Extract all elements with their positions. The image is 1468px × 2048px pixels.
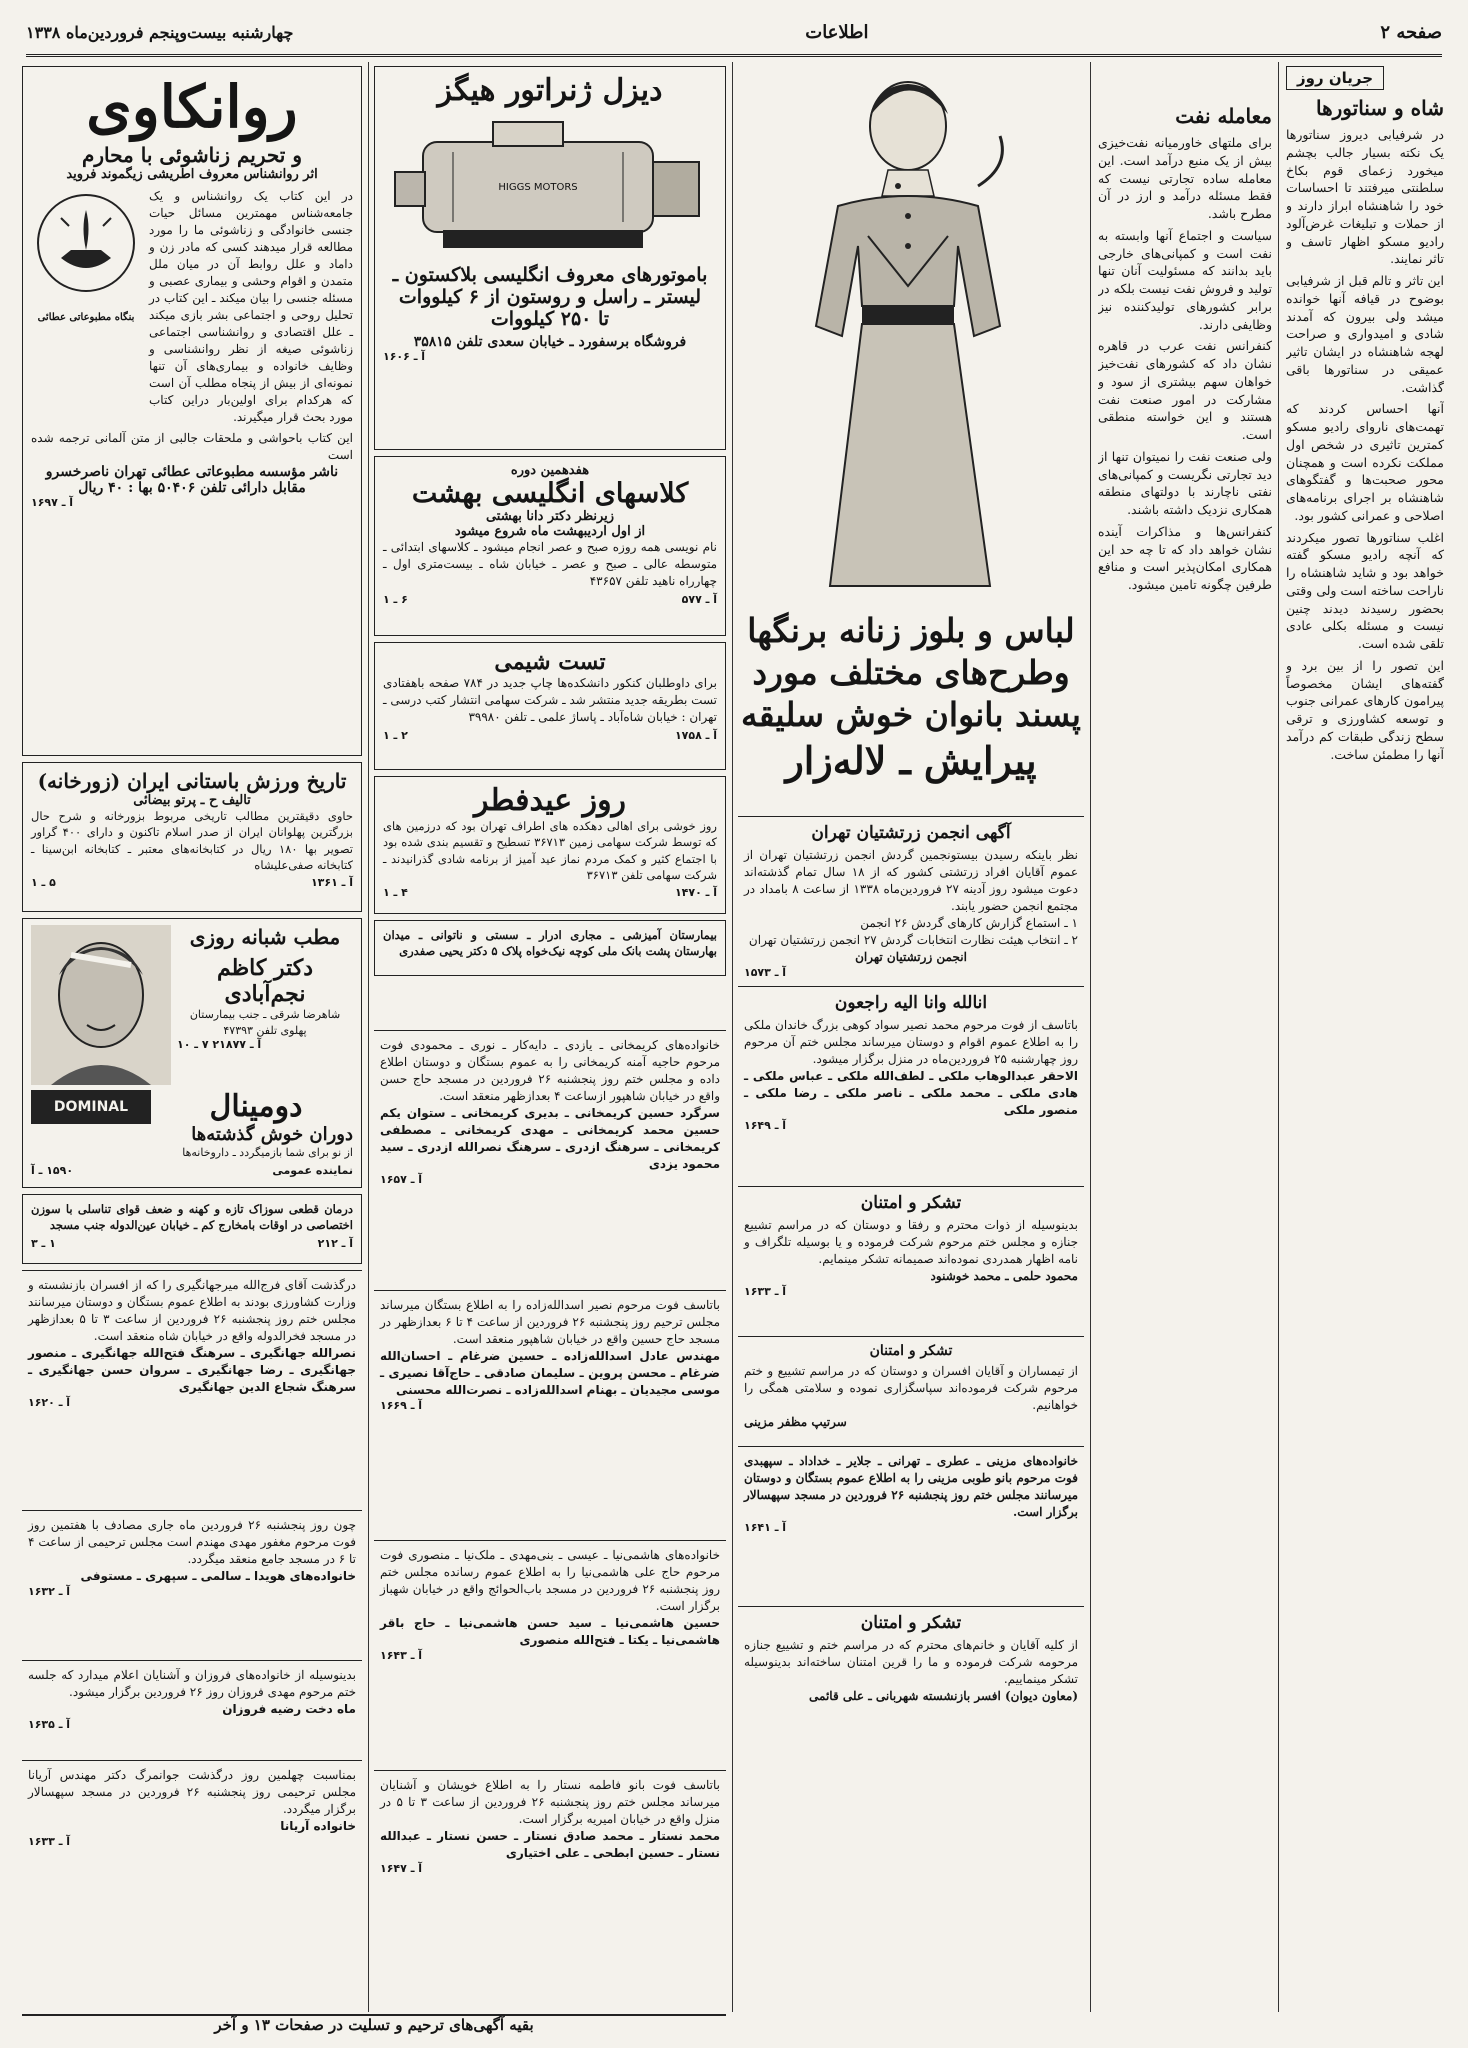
continuation-footer xyxy=(22,2014,726,2034)
psych-book-ad xyxy=(22,66,362,756)
condolence-notice xyxy=(22,1270,362,1510)
fashion-ad xyxy=(738,66,1084,816)
ad-code: ۴ ـ ۱ xyxy=(383,886,408,900)
article-body xyxy=(1098,134,1272,594)
ad-title: کلاسهای انگلیسی بهشت xyxy=(411,478,689,509)
ad-codes xyxy=(383,729,717,742)
ad-code: آ ـ ۱۴۷۰ xyxy=(674,886,717,900)
dominal-agent: نماینده عمومی xyxy=(272,1163,353,1177)
notice-body: بدینوسیله از ذوات محترم و رفقا و دوستان که در مراسم تشییع جنازه و مجلس ختم مرحوم شرکت فرموده و یا بوسیله تلگراف و نامه اظهار همدردی نموده‌اند صمیمانه تشکر مینمایم. xyxy=(744,1218,1078,1267)
paragraph: آنها احساس کردند که تهمت‌های ناروای رادیو مسکو کمترین تاثیری در شخص اول مملکت نکرده است و همچنان محور صحبت‌ها و گفتگوهای شاهنشاه بر اجرای برنامه‌های اصلاحی و عمرانی کشور بود. xyxy=(1286,401,1444,523)
condolence-notice xyxy=(374,1770,726,2000)
notice-sign: محمود حلمی ـ محمد خوشنود xyxy=(930,1269,1078,1284)
names-text: خانواده آریانا xyxy=(280,1819,356,1834)
names-text: الاحقر عبدالوهاب ملکی ـ لطف‌الله ملکی ـ عباس ملکی ـ هادی ملکی ـ محمد ملکی ـ ناصر ملکی ـ رضا ملکی ـ منصور ملکی xyxy=(744,1069,1078,1118)
diesel-ad xyxy=(374,66,726,450)
ad-codes xyxy=(383,593,717,606)
ad-code: آ ـ ۱۶۴۹ xyxy=(744,1119,787,1133)
ad-code: ۵ ـ ۱ xyxy=(31,876,56,890)
paragraph: در شرفیابی دیروز سناتورها یک نکته بسیار جالب بچشم میخورد زعمای قوم بکاخ سلطنتی میرفتند تا احساسات خود را شاهنشاه ابراز دارند و از حملات و تبلیغات غرض‌آلود رادیو مسکو اظهار تاسف و تاثر نمایند. xyxy=(1286,127,1444,267)
ads-column xyxy=(374,66,726,1026)
lamp-logo-icon xyxy=(31,188,141,308)
book-body: حاوی دقیقترین مطالب تاریخی مربوط بزورخانه و شرح حال بزرگترین پهلوانان ایران از صدر اسلام تاکنون و دارای ۴۰۰ گراور تصویر بها ۱۸۰ ریال در کتابخانه‌های معتبر ـ کتابخانه ابن‌سینا ـ کتابخانه صفی‌علیشاه xyxy=(31,809,353,872)
publisher-logo xyxy=(31,188,141,426)
ad-code: آ ـ ۱۶۶۹ xyxy=(380,1399,423,1413)
notice-item: ۱ ـ استماع گزارش کارهای گردش ۲۶ انجمن xyxy=(860,916,1078,931)
ad-code: آ ـ ۲۱۸۷۷ ۷ ـ ۱۰ xyxy=(177,1038,262,1052)
names-text: ماه دخت رضیه فروزان xyxy=(222,1702,356,1717)
notice-sign: انجمن زرتشتیان تهران xyxy=(855,950,967,965)
ad-codes xyxy=(31,876,353,889)
dominal-brand: دومینال xyxy=(209,1089,303,1124)
ad-code: آ ـ ۱۶۲۰ xyxy=(28,1396,71,1410)
thanks-notice xyxy=(738,1186,1084,1336)
article-body xyxy=(1286,126,1444,763)
paragraph: این تصور را از بین برد و گفته‌های ایشان مخصوصاً پیرامون کارهای عمرانی جنوب و توسعه کشاورزی و ترقی سطح زندگی طبقات کم درآمد آنها را مطمئن ساخت. xyxy=(1286,657,1444,762)
clinic-doctor: دکتر کاظم نجم‌آبادی xyxy=(216,955,314,1007)
zoroastrian-notice xyxy=(738,816,1084,986)
notice-names xyxy=(380,1348,720,1399)
notice-title: آگهی انجمن زرتشتیان تهران xyxy=(811,823,1011,843)
paragraph: این تاثر و تالم قبل از شرفیابی بوضوح در قیافه آنها خوانده میشد ولی بیرون که آمدند شادی و امیدواری و صراحت لهجه شاهنشاه در ایشان تاثیر عمیقی در سناتورها باقی گذاشت. xyxy=(1286,273,1444,395)
ad-body: بیمارستان آمیزشی ـ مجاری ادرار ـ سستی و ناتوانی ـ میدان بهارستان پشت بانک ملی کوچه نیک‌خواه پلاک ۵ دکتر یحیی صفدری xyxy=(383,928,717,959)
paragraph: ولی صنعت نفت را نمیتوان تنها از دید تجارتی نگریست و کمپانی‌های نفتی ناچارند با دولتهای منطقه همکاری نزدیک داشته باشند. xyxy=(1098,448,1272,517)
ad-title: تست شیمی xyxy=(494,649,606,675)
editorial-column-2 xyxy=(1098,100,1272,2020)
eid-ad xyxy=(374,776,726,914)
book-publisher: ناشر مؤسسه مطبوعاتی عطائی تهران ناصرخسرو xyxy=(45,464,339,481)
book-body: در این کتاب یک روانشناس و یک جامعه‌شناس مهمترین مسائل حیات جنسی خانوادگی و زناشوئی ما را مورد مطالعه قرار میدهند کسی که مادر زن و داماد و علل روابط آن در میان ملل متمدن و اقوام وحشی و بیماری عصبی و مسئله جنسی را بیان میکند ـ این کتاب در تحلیل روحی و اجتماعی بشر بازی میکند ـ علل اقتصادی و روانشناسی اجتماعی زناشوئی صیغه از نظر روانشناسی و وظایف خانواده و بیماری‌های آن تنها نمونه‌ای از بیش از پنجاه مطلب آن است که هرکدام برای اولین‌بار دراین کتاب مورد بحث قرار میگیرند. xyxy=(149,188,353,424)
thanks-notice-2 xyxy=(738,1336,1084,1446)
header-date: چهارشنبه بیست‌وپنجم فروردین‌ماه ۱۳۳۸ xyxy=(26,22,294,42)
editorial-column xyxy=(1286,66,1444,2026)
generator-illustration xyxy=(383,112,717,260)
ad-kicker: هفدهمین دوره xyxy=(510,463,590,478)
fashion-line: پسند بانوان خوش سلیقه xyxy=(741,695,1081,735)
condolence-notice xyxy=(22,1510,362,1660)
diesel-line: تا ۲۵۰ کیلووات xyxy=(490,308,610,330)
hospital-ad xyxy=(374,920,726,976)
notice-title: تشکر و امتنان xyxy=(860,1193,962,1213)
fashion-line: پیرایش ـ لاله‌زار xyxy=(785,737,1037,783)
header-rule xyxy=(26,54,1442,57)
notice-body: خانواده‌های هاشمی‌نیا ـ عیسی ـ بنی‌مهدی ـ ملک‌نیا ـ منصوری فوت مرحوم حاج علی هاشمی‌نیا را به اطلاع عموم رسانده مجلس ختم روز پنجشنبه ۲۶ فروردین در مسجد باب‌الحوائج واقع در خیابان شهباز برگزار است. xyxy=(380,1548,720,1614)
page-header xyxy=(26,14,1442,50)
names-text: حسین هاشمی‌نیا ـ سید حسن هاشمی‌نیا ـ حاج باقر هاشمی‌نیا ـ یکتا ـ فتح‌الله منصوری xyxy=(380,1616,720,1648)
article-title: معامله نفت xyxy=(1175,104,1272,128)
thanks-notice-3 xyxy=(738,1606,1084,1776)
column-rule xyxy=(1090,62,1091,2012)
notice-body: بمناسبت چهلمین روز درگذشت جوانمرگ دکتر مهندس آریانا مجلس ترحیمی روز پنجشنبه ۲۶ فروردین در مسجد سپهسالار برگزار میگردد. xyxy=(28,1768,356,1817)
column-rule xyxy=(1278,62,1279,2012)
left-ads-column xyxy=(22,66,362,2026)
dominal-tagline: دوران خوش گذشته‌ها xyxy=(191,1124,353,1145)
book-title: روانکاوی xyxy=(86,73,298,141)
ad-code: آ ـ ۱۶۳۵ xyxy=(28,1718,71,1732)
column-rule xyxy=(732,62,733,2012)
condolence-notice xyxy=(22,1760,362,1870)
condolence-notice xyxy=(374,1290,726,1540)
notice-body: باتاسف فوت مرحوم نصیر اسدالله‌زاده را به اطلاع بستگان میرساند مجلس ترحیم روز پنجشنبه ۲۶ فروردین از ساعت ۴ تا ۶ بعدازظهر در مسجد حاج حسین واقع در خیابان شاهپور منعقد است. xyxy=(380,1298,720,1347)
paragraph: سیاست و اجتماع آنها وابسته به نفت است و کمپانی‌های خارجی باید بدانند که مسئولیت آنان تنها تولید و فروش نفت نیست بلکه در برابر کشورهای تولیدکننده نیز وظایفی دارند. xyxy=(1098,227,1272,332)
ad-body: درمان قطعی سوزاک تازه و کهنه و ضعف قوای تناسلی با سوزن اختصاصی در اوقات بامخارج کم ـ خیابان عین‌الدوله جنب مسجد xyxy=(31,1202,353,1233)
ad-body: روز خوشی برای اهالی دهکده های اطراف تهران بود که درزمین های که توسط شرکت سهامی زمین ۳۶۷۱۳ تسطیح و تقسیم بندی شده بود با اجتماع کثیر و کمک مردم نماز عید آمیز از برنامه شادی گذرانیدند ـ شرکت سهامی تلفن ۳۶۷۱۳ xyxy=(383,819,718,882)
fashion-column xyxy=(738,66,1084,2016)
ad-code: آ ـ ۱۳۶۱ xyxy=(310,876,353,890)
notice-title: انالله وانا الیه راجعون xyxy=(834,993,988,1013)
ad-codes xyxy=(31,1237,353,1250)
condolence-notice xyxy=(374,1030,726,1290)
book-price: مقابل دارائی تلفن ۵۰۴۰۶ بها : ۴۰ ریال xyxy=(78,480,306,497)
names-text: نصرالله جهانگیری ـ سرهنگ فتح‌الله جهانگیری ـ منصور جهانگیری ـ رضا جهانگیری ـ سروان حسن جهانگیری ـ سرهنگ شجاع الدین جهانگیری xyxy=(28,1346,356,1395)
notice-names xyxy=(28,1818,356,1835)
condolence-column xyxy=(374,1030,726,2020)
paragraph: کنفرانس‌ها و مذاکرات آینده نشان خواهد داد که تا چه حد این همکاری امکان‌پذیر است و منافع طرفین چگونه تامین میشود. xyxy=(1098,523,1272,592)
ad-code: آ ـ ۲۱۲ xyxy=(317,1236,353,1250)
fashion-line: وطرح‌های مختلف مورد xyxy=(752,653,1070,693)
clinic-title: مطب شبانه روزی xyxy=(189,925,341,949)
names-text: خانواده‌های هویدا ـ سالمی ـ سپهری ـ مستوفی xyxy=(80,1569,356,1584)
notice-title: تشکر و امتنان xyxy=(860,1613,962,1633)
ad-code: آ ـ ۱۵۷۳ xyxy=(744,966,787,980)
notice-body: خانواده‌های مزینی ـ عطری ـ تهرانی ـ جلایر ـ خداداد ـ سپهبدی فوت مرحوم بانو طوبی مزینی را به اطلاع عموم بستگان و دوستان میرسانند مجلس ختم روز پنجشنبه ۲۶ فروردین در مسجد سپهسالار برگزار است. xyxy=(744,1454,1078,1520)
notice-body: از تیمساران و آقایان افسران و دوستان که در مراسم تشییع و ختم مرحوم شرکت فرموده‌اند سپاسگزاری نموده و سلامتی همگی را خواهانیم. xyxy=(744,1364,1078,1413)
chemistry-test-ad xyxy=(374,642,726,770)
names-text: محمد نستار ـ محمد صادق نستار ـ حسن نستار ـ عبدالله نستار ـ حسین ابطحی ـ علی اختیاری xyxy=(380,1829,720,1861)
ad-body: نام نویسی همه روزه صبح و عصر انجام میشود ـ کلاسهای ابتدائی ـ متوسطه عالی ـ صبح و عصر ـ خیابان شاه ـ بیست‌متری اول ـ چهارراه ناهید تلفن ۴۳۶۵۷ xyxy=(383,540,717,589)
ad-code: آ ـ ۱۶۵۷ xyxy=(380,1173,423,1187)
notice-names xyxy=(744,1068,1078,1119)
logo-text: بنگاه مطبوعاتی عطائی xyxy=(37,311,135,323)
motor-label: HIGGS MOTORS xyxy=(498,182,578,193)
continuation-text: بقیه آگهی‌های ترحیم و تسلیت در صفحات ۱۳ و آخر xyxy=(214,2016,534,2034)
notice-names xyxy=(28,1701,356,1718)
ad-code: آ ـ ۱۶۴۱ xyxy=(744,1521,787,1535)
fashion-illustration xyxy=(738,66,1084,606)
notice-title: تشکر و امتنان xyxy=(869,1343,953,1359)
ad-code: ۱۵۹۰ ـ آ xyxy=(31,1163,74,1177)
zurkhaneh-book-ad xyxy=(22,762,362,912)
diesel-address: فروشگاه برسفورد ـ خیابان سعدی تلفن ۳۵۸۱۵ xyxy=(413,334,687,350)
notice-body: خانواده‌های کریمخانی ـ یازدی ـ دایه‌کار ـ نوری ـ محمودی فوت مرحوم حاجیه آمنه کریمخانی را به عموم بستگان و دوستان اطلاع داده و مجلس ختم روز پنجشنبه ۲۶ فروردین در مسجد حاج حسن واقع در خیابان شاهپور ازساعت ۴ بعدازظهر منعقد است. xyxy=(380,1038,720,1104)
condolence-notice xyxy=(22,1660,362,1760)
ad-body: برای داوطلبان کنکور دانشکده‌ها چاپ جدید در ۷۸۴ صفحه باهفتادی تست بطریقه جدید منتشر شد ـ شرکت سهامی انتشار کتب درسی ـ تهران : خیابان شاه‌آباد ـ پاساژ علمی ـ تلفن ۳۹۹۸۰ xyxy=(383,676,717,725)
notice-body: باتاسف از فوت مرحوم محمد نصیر سواد کوهی بزرگ خاندان ملکی را به اطلاع عموم اقوام و دوستان میرساند مجلس ختم آن مرحوم روز چهارشنبه ۲۵ فروردین‌ماه در منزل برگزار میشود. xyxy=(744,1018,1078,1067)
ad-codes xyxy=(383,886,717,899)
ad-code: آ ـ ۱۶۳۳ xyxy=(28,1835,71,1849)
header-paper-name: اطلاعات xyxy=(805,21,869,43)
diesel-title: دیزل ژنراتور هیگز xyxy=(437,73,663,108)
ad-code: آ ـ ۱۶۳۲ xyxy=(28,1585,71,1599)
notice-names xyxy=(28,1568,356,1585)
notice-names xyxy=(380,1105,720,1173)
ad-code: ۲ ـ ۱ xyxy=(383,729,408,743)
treatment-ad xyxy=(22,1194,362,1264)
paragraph: برای ملتهای خاورمیانه نفت‌خیزی بیش از یک منبع درآمد است. این معامله ساده تجارتی نیست که فقط مسئله درآمد و ارز در آن مطرح باشد. xyxy=(1098,135,1272,221)
ad-code: آ ـ ۵۷۷ xyxy=(681,593,717,607)
ad-code: آ ـ ۱۶۴۳ xyxy=(380,1649,423,1663)
ad-sub: زیرنظر دکتر دانا بهشتی xyxy=(485,509,615,524)
condolence-notice xyxy=(374,1540,726,1770)
notice-body: باتاسف فوت بانو فاطمه نستار را به اطلاع خویشان و آشنایان میرساند مجلس ختم روز پنجشنبه ۲۶ فروردین از ساعت ۳ تا ۵ در منزل واقع در خیابان امیریه برگزار است. xyxy=(380,1778,720,1827)
notice-body: از کلیه آقایان و خانم‌های محترم که در مراسم ختم و تشییع جنازه مرحومه شرکت فرموده و ما را قرین امتنان ساخته‌اند بدینوسیله تشکر مینماییم. xyxy=(744,1638,1078,1687)
ad-code: آ ـ ۱۶۹۷ xyxy=(31,496,74,510)
names-text: سرگرد حسین کریمخانی ـ بدیری کریمخانی ـ ستوان یکم حسین محمد کریمخانی ـ مهدی کریمخانی ـ مصطفی کریمخانی ـ سرهنگ ازدری ـ سرهنگ نصرالله ازدری ـ سید محمود یزدی xyxy=(380,1106,720,1172)
ticker-label: جریان روز xyxy=(1286,66,1384,90)
diesel-line: باموتورهای معروف انگلیسی بلاکستون ـ xyxy=(392,264,708,286)
header-page-label: صفحه ۲ xyxy=(1380,21,1442,43)
column-rule xyxy=(368,62,369,2012)
book-note: این کتاب باحواشی و ملحقات جالبی از متن آلمانی ترجمه شده است xyxy=(31,431,353,463)
paragraph: کنفرانس نفت عرب در قاهره نشان داد که کشورهای نفت‌خیز خواهان سهم بیشتری از سود و مشارکت در امور صنعت نفت هستند و این خواسته منطقی است. xyxy=(1098,338,1272,442)
notice-names xyxy=(380,1828,720,1862)
clinic-body: شاهرضا شرقی ـ جنب بیمارستان پهلوی تلفن ۴۷۳۹۳ xyxy=(189,1008,341,1037)
book-subtitle: و تحریم زناشوئی با محارم xyxy=(82,142,302,167)
ad-sub: از اول اردیبهشت ماه شروع میشود xyxy=(454,524,646,539)
fashion-headline xyxy=(738,610,1084,785)
clinic-dominal-ad xyxy=(22,918,362,1188)
english-classes-ad xyxy=(374,456,726,636)
ad-code: آ ـ ۱۶۳۳ xyxy=(744,1285,787,1299)
dominal-box xyxy=(31,1090,151,1124)
families-notice xyxy=(738,1446,1084,1606)
fashion-line: لباس و بلوز زنانه برنگها xyxy=(747,611,1075,650)
ad-code: آ ـ ۱۶۰۶ xyxy=(383,350,426,363)
ad-code: آ ـ ۱۷۵۸ xyxy=(674,729,717,743)
article-title: شاه و سناتورها xyxy=(1316,96,1444,120)
ad-codes xyxy=(31,1164,353,1177)
notice-names xyxy=(28,1345,356,1396)
diesel-line: لیستر ـ راسل و روستون از ۶ کیلووات xyxy=(398,286,702,308)
notice-body: چون روز پنجشنبه ۲۶ فروردین ماه جاری مصادف با هفتمین روز فوت مرحوم مغفور مهدی مهندم است مجلس ترحیمی از ساعت ۴ تا ۶ در مسجد جامع منعقد میگردد. xyxy=(28,1518,356,1567)
notice-sign: (معاون دیوان) افسر بازنشسته شهربانی ـ علی قائمی xyxy=(809,1689,1078,1704)
dominal-box-label: DOMINAL xyxy=(53,1098,129,1115)
condolence-notice xyxy=(738,986,1084,1186)
man-portrait-illustration xyxy=(31,925,171,1085)
notice-names xyxy=(380,1615,720,1649)
ad-code: آ ـ ۱۶۴۷ xyxy=(380,1862,423,1876)
notice-sign: سرتیپ مظفر مزینی xyxy=(744,1415,847,1430)
book-author: تالیف ح ـ پرتو بیضائی xyxy=(133,793,251,808)
notice-item: ۲ ـ انتخاب هیئت نظارت انتخابات گردش ۲۷ انجمن زرتشتیان تهران xyxy=(748,933,1078,948)
names-text: مهندس عادل اسدالله‌زاده ـ حسین ضرغام ـ احسان‌الله ضرغام ـ محسن پروین ـ سلیمان صادقی ـ حاج‌آقا نصیری ـ موسی مجیدیان ـ بهنام اسدالله‌زاده ـ نصرت‌الله محسنی xyxy=(380,1349,720,1398)
paragraph: اغلب سناتورها تصور میکردند که آنچه رادیو مسکو گفته خواهد بود و شاید شاهنشاه را ناراحت ساخته است ولی وقتی بحضور رسیدند دیدند چنین نیست و مسئله بکلی عادی تلقی شده است. xyxy=(1286,529,1444,651)
book-title: تاریخ ورزش باستانی ایران (زورخانه) xyxy=(37,769,347,793)
notice-body: بدینوسیله از خانواده‌های فروزان و آشنایان اعلام میدارد که جلسه ختم مرحوم مهدی فروزان روز ۲۶ فروردین برگزار میشود. xyxy=(28,1668,356,1700)
notice-body: نظر باینکه رسیدن بیستونجمین گردش انجمن زرتشتیان تهران از عموم آقایان افراد زرتشتی کشور که از ۱۸ سال تمام گذشته‌اند دعوت میشود روز آدینه ۲۷ فروردین‌ماه ۱۳۳۸ از ساعت ۸ بامداد در مجتمع انجمن حضور یابند. xyxy=(744,848,1079,914)
book-author: اثر روانشناس معروف اطریشی زیگموند فروید xyxy=(66,166,318,182)
ad-code: ۶ ـ ۱ xyxy=(383,593,408,607)
ad-code: ۱ ـ ۳ xyxy=(31,1236,56,1250)
notice-body: درگذشت آقای فرج‌الله میرجهانگیری را که از افسران بازنشسته و وزارت کشاورزی بودند به اطلاع عموم بستگان و دوستان میرسانند مجلس ختم روز پنجشنبه ۲۶ فروردین از ساعت ۳ تا ۵ بعدازظهر در مسجد فخرالدوله واقع در خیابان شاه منعقد است. xyxy=(28,1278,357,1344)
ad-title: روز عیدفطر xyxy=(473,783,627,818)
dominal-body: از نو برای شما بازمیگردد ـ داروخانه‌ها xyxy=(182,1146,353,1159)
